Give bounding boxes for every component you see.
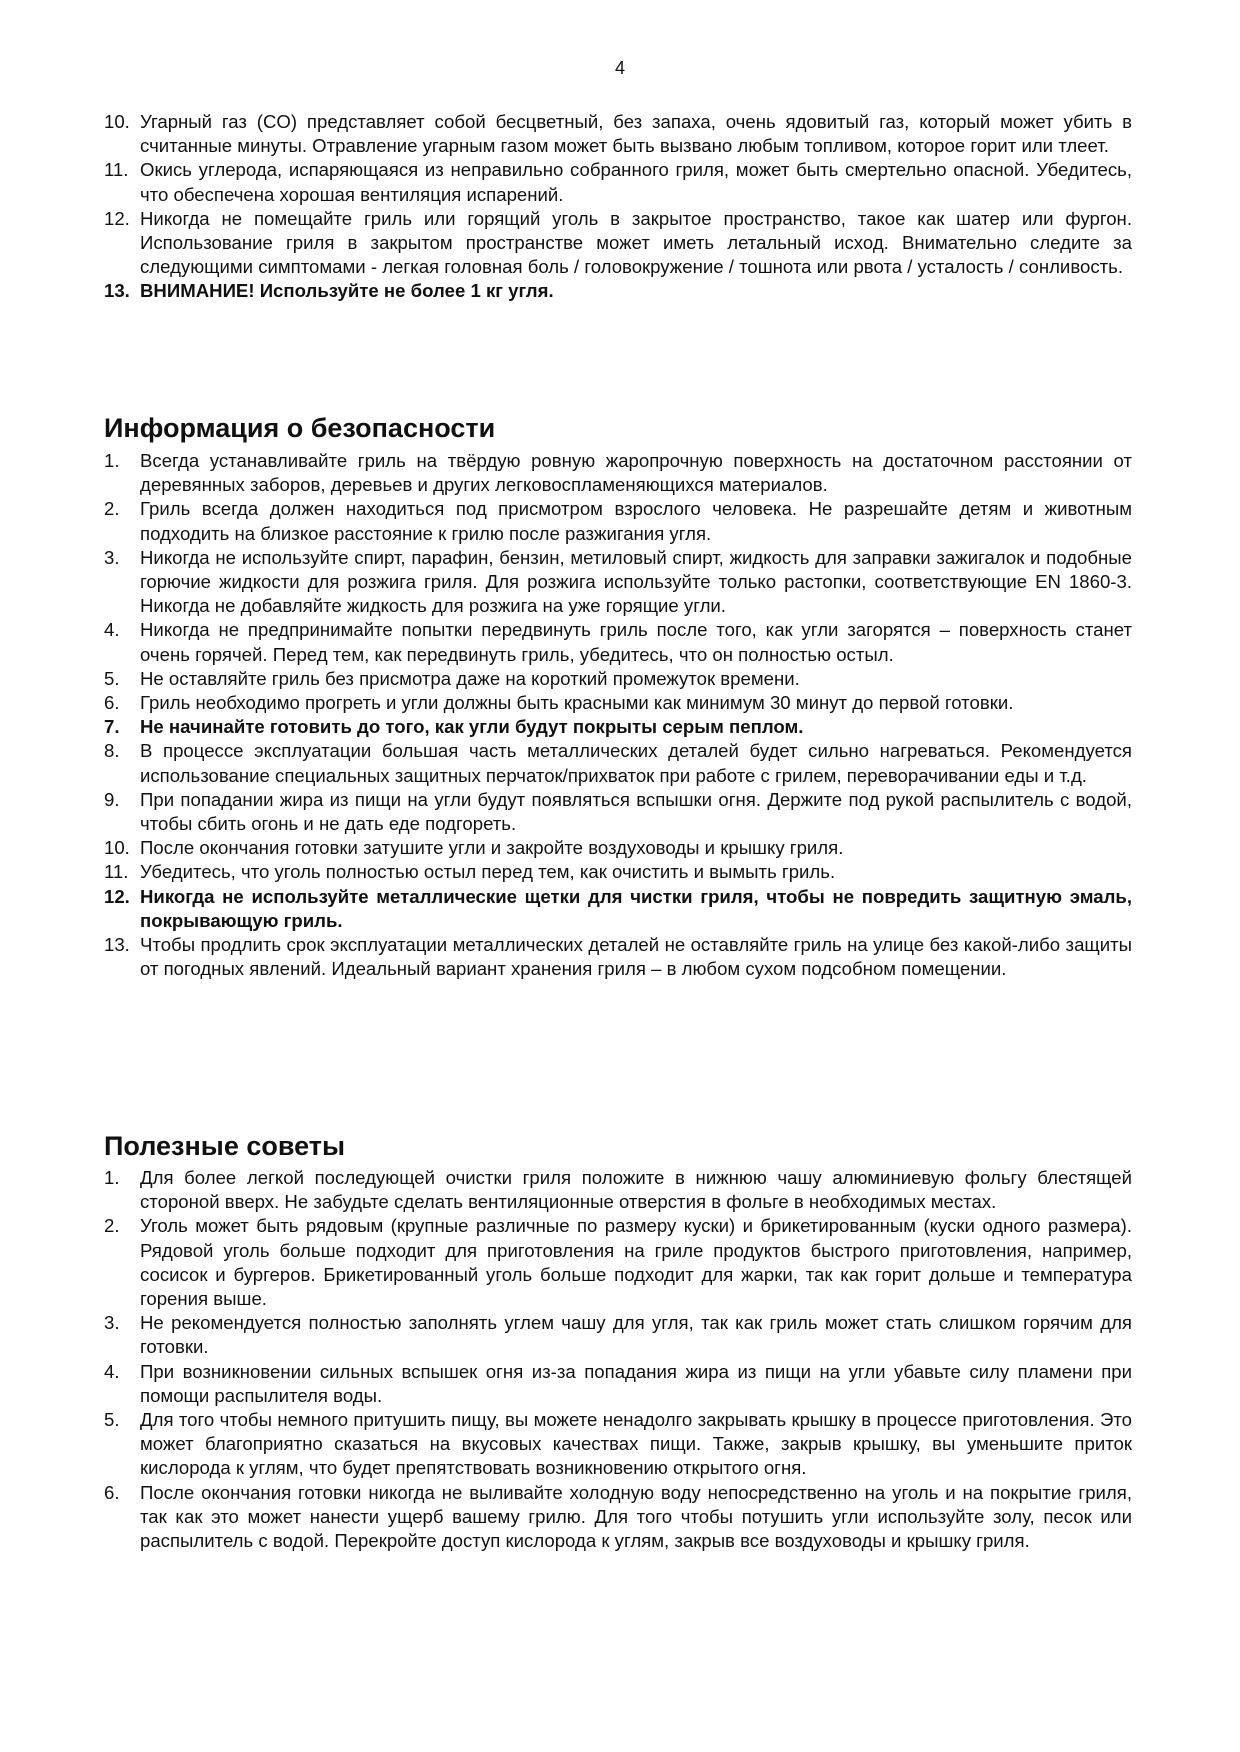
item-number: 4. [104,619,120,641]
safety-section [104,449,1132,981]
item-number: 3. [104,1312,120,1334]
list-item [104,739,1132,787]
list-item [104,836,1132,860]
item-number: 12. [104,207,130,229]
item-number: 5. [104,667,120,689]
list-item [104,279,1132,303]
tips-list [104,1166,1132,1553]
item-text: Окись углерода, испаряющаяся из неправильно собранного гриля, может быть смертельно опасной. Убедитесь, что обеспечена хорошая вентиляция испарений. [140,159,1132,205]
item-number: 12. [104,885,130,907]
list-item [104,449,1132,497]
tips-section [104,1166,1132,1553]
item-text: Угарный газ (CO) представляет собой бесцветный, без запаха, очень ядовитый газ, который может убить в считанные минуты. Отравление угарным газом может быть вызвано любым топливом, которое горит или тлеет. [140,111,1132,157]
item-text: Не оставляйте гриль без присмотра даже на короткий промежуток времени. [140,667,800,689]
item-text: Убедитесь, что уголь полностью остыл перед тем, как очистить и вымыть гриль. [140,861,836,883]
tips-heading: Полезные советы [104,1131,346,1161]
item-number: 6. [104,692,120,714]
item-text: Никогда не используйте спирт, парафин, бензин, метиловый спирт, жидкость для заправки зажигалок и подобные горючие жидкости для розжига гриля. Для розжига используйте только растопки, соответствующие EN 1860-3. Никогда не добавляйте жидкость для розжига на уже горящие угли. [140,546,1132,617]
item-number: 13. [104,934,130,956]
item-text: Гриль всегда должен находиться под присмотром взрослого человека. Не разрешайте детям и животным подходить на близкое расстояние к грилю после разжигания угля. [140,498,1132,544]
item-text: Никогда не помещайте гриль или горящий уголь в закрытое пространство, такое как шатер или фургон. Использование гриля в закрытом пространстве может иметь летальный исход. Внимательно следите за следующими симптомами - легкая головная боль / головокружение / тошнота или рвота / усталость / сонливость. [140,207,1132,278]
warnings-section [104,110,1132,304]
list-item [104,546,1132,619]
item-text: Уголь может быть рядовым (крупные различные по размеру куски) и брикетированным (куски одного размера). Рядовой уголь больше подходит для приготовления на гриле продуктов быстрого приготовления, например, сосисок и бургеров. Брикетированный уголь больше подходит для жарки, так как горит дольше и температура горения выше. [140,1215,1132,1310]
list-item [104,860,1132,884]
item-text: Никогда не предпринимайте попытки передвинуть гриль после того, как угли загорятся – поверхность станет очень горячей. Перед тем, как передвинуть гриль, убедитесь, что он полностью остыл. [140,619,1132,665]
item-text: Для более легкой последующей очистки гриля положите в нижнюю чашу алюминиевую фольгу блестящей стороной вверх. Не забудьте сделать вентиляционные отверстия в фольге в необходимых местах. [140,1167,1132,1213]
item-number: 1. [104,450,120,471]
item-number: 13. [104,280,130,302]
item-text: Чтобы продлить срок эксплуатации металлических деталей не оставляйте гриль на улице без какой-либо защиты от погодных явлений. Идеальный вариант хранения гриля – в любом сухом подсобном помещении. [140,934,1132,980]
item-number: 4. [104,1360,120,1382]
item-text: Всегда устанавливайте гриль на твёрдую ровную жаропрочную поверхность на достаточном расстоянии от деревянных заборов, деревьев и других легковоспламеняющихся материалов. [140,450,1132,496]
item-text: ВНИМАНИЕ! Используйте не более 1 кг угля. [140,280,554,302]
list-item [104,1408,1132,1481]
list-item [104,691,1132,715]
page-number: 4 [614,58,625,78]
item-text: Для того чтобы немного притушить пищу, вы можете ненадолго закрывать крышку в процессе приготовления. Это может благоприятно сказаться на вкусовых качествах пищи. Также, закрыв крышку, вы уменьшите приток кислорода к углям, что будет препятствовать возникновению открытого огня. [140,1409,1132,1479]
item-text: Не начинайте готовить до того, как угли будут покрыты серым пеплом. [140,716,804,738]
list-item [104,715,1132,739]
item-number: 7. [104,716,120,738]
list-item [104,158,1132,206]
list-item [104,1214,1132,1311]
safety-heading: Информация о безопасности [104,413,496,443]
list-item [104,207,1132,280]
list-item [104,933,1132,981]
safety-list [104,449,1132,981]
item-number: 5. [104,1409,120,1431]
list-item [104,1166,1132,1214]
item-number: 2. [104,498,120,520]
list-item [104,667,1132,691]
item-number: 10. [104,837,130,859]
list-item [104,618,1132,666]
item-number: 9. [104,788,120,810]
item-text: В процессе эксплуатации большая часть металлических деталей будет сильно нагреваться. Рекомендуется использование специальных защитных перчаток/прихваток при работе с грилем, переворачивании еды и т.д. [140,740,1132,786]
item-text: После окончания готовки никогда не выливайте холодную воду непосредственно на уголь и на покрытие гриля, так как это может нанести ущерб вашему грилю. Для того чтобы потушить угли используйте золу, песок или распылитель с водой. Перекройте доступ кислорода к углям, закрыв все воздуховоды и крышку гриля. [140,1481,1132,1552]
item-number: 11. [104,159,129,181]
item-number: 6. [104,1481,120,1503]
item-text: Не рекомендуется полностью заполнять углем чашу для угля, так как гриль может стать слишком горячим для готовки. [140,1312,1132,1358]
item-number: 11. [104,861,129,883]
item-text: После окончания готовки затушите угли и закройте воздуховоды и крышку гриля. [140,837,844,859]
item-text: Гриль необходимо прогреть и угли должны быть красными как минимум 30 минут до первой готовки. [140,692,1014,714]
list-item [104,788,1132,836]
list-item [104,110,1132,158]
list-item [104,885,1132,933]
item-number: 1. [104,1167,120,1188]
list-item [104,1311,1132,1359]
item-text: При возникновении сильных вспышек огня из-за попадания жира из пищи на угли убавьте силу пламени при помощи распылителя воды. [140,1360,1132,1406]
item-number: 3. [104,546,120,568]
item-number: 2. [104,1215,120,1237]
item-text: Никогда не используйте металлические щетки для чистки гриля, чтобы не повредить защитную эмаль, покрывающую гриль. [140,885,1132,931]
warnings-list [104,110,1132,304]
item-number: 8. [104,740,120,762]
list-item [104,1481,1132,1554]
item-text: При попадании жира из пищи на угли будут появляться вспышки огня. Держите под рукой распылитель с водой, чтобы сбить огонь и не дать еде подгореть. [140,788,1132,835]
list-item [104,1360,1132,1408]
list-item [104,497,1132,545]
item-number: 10. [104,111,130,132]
